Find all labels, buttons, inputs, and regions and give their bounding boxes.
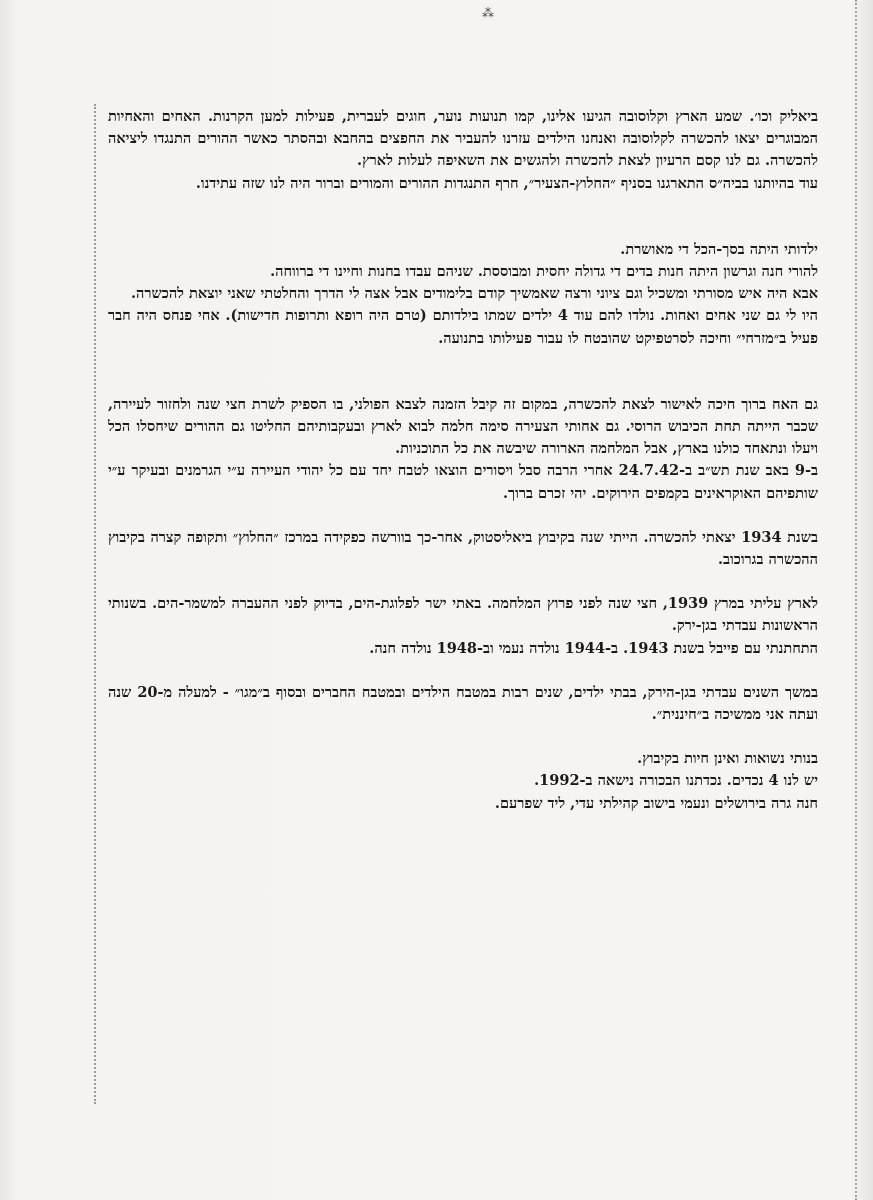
spacer <box>108 660 818 682</box>
paragraph-grandchildren: יש לנו 4 נכדים. נכדתנו הבכורה נישאה ב-1992. <box>534 772 818 790</box>
paragraph-residence: חנה גרה בירושלים ונעמי בישוב קהילתי עדי, ליד שפרעם. <box>494 794 818 812</box>
paragraph-childhood: ילדותי היתה בסך-הכל די מאושרת. <box>620 240 818 258</box>
paragraph-memorial: ב-9 באב שנת תש״ב ב-24.7.42 אחרי הרבה סבל ויסורים הוצאו לטבח יחד עם כל יהודי העיירה ע״י הגרמנים ובעיקר ע״י שותפיהם האוקראינים בקמפים הירוקים. יהי זכרם ברוך. <box>108 462 818 502</box>
paragraph-aliyah-1939: לארץ עליתי במרץ 1939, חצי שנה לפני פרוץ המלחמה. באתי ישר לפלוגת-הים, בדיוק לפני ההעברה למשמר-הים. בשנותי הראשונות עבדתי בגן-ירק. <box>108 595 818 635</box>
spacer <box>108 217 818 239</box>
spacer <box>108 195 818 217</box>
spacer <box>108 571 818 593</box>
left-dotted-border <box>94 104 96 1104</box>
corner-mark-icon: ⁂ <box>482 6 494 20</box>
paragraph-hachshara-1934: בשנת 1934 יצאתי להכשרה. הייתי שנה בקיבוץ ביאליסטוק, אחר-כך בוורשה כפקידה במרכז ״החלוץ״ ותקופה קצרה בקיבוץ ההכשרה בגרוכוב. <box>108 528 818 569</box>
paragraph-marriage: התחתנתי עם פייבל בשנת 1943. ב-1944 נולדה נעמי וב-1948 נולדה חנה. <box>369 639 818 657</box>
right-dotted-border <box>855 0 857 1200</box>
spacer <box>108 505 818 527</box>
paragraph-father: אבא היה איש מסורתי ומשכיל וגם ציוני ורצה שאמשיך קודם בלימודים אבל אצה לי הדרך והחלטתי שאני יוצאת להכשרה. <box>130 285 818 303</box>
paragraph-parents-shop: להורי חנה וגרשון היתה חנות בדים די גדולה יחסית ומבוססת. שניהם עבדו בחנות וחיינו די ברווחה. <box>270 263 818 281</box>
spacer <box>108 372 818 394</box>
spacer <box>108 726 818 748</box>
document-text <box>108 106 818 815</box>
paragraph-hechalutz: עוד בהיותנו בביה״ס התארגנו בסניף ״החלוץ-הצעיר״, חרף התנגדות ההורים והמורים וברור היה לנו שזה עתידנו. <box>195 174 818 192</box>
paragraph-brother-baruch: גם האח ברוך חיכה לאישור לצאת להכשרה, במקום זה קיבל הזמנה לצבא הפולני, בו הספיק לשרת חצי שנה ולחזור לעיירה, שכבר הייתה תחת הכיבוש הרוסי. גם אחותי הצעירה סימה חלמה לבוא לארץ ובעקבותיהם החליטו גם ההורים שיחסלו הכל ויעלו ונתאחד כולנו בארץ, אבל המלחמה הארורה שיבשה את כל התוכניות. <box>108 395 818 458</box>
paragraph-zionist-youth: ביאליק וכו׳. שמע הארץ וקלוסובה הגיעו אלינו, קמו תנועות נוער, חוגים לעברית, פעילות למען הקרנות. האחים והאחיות המבוגרים יצאו להכשרה לקלוסובה ואנחנו הילדים עזרנו להעביר את החפצים בהחבא ובהסתר כאשר ההורים התנגדו ליציאה להכשרה. גם לנו קסם הרעיון לצאת להכשרה ולהגשים את השאיפה לעלות לארץ. <box>108 108 818 170</box>
spacer <box>108 350 818 372</box>
paragraph-work: במשך השנים עבדתי בגן-הירק, בבתי ילדים, שנים רבות במטבח הילדים ובמטבח החברים ובסוף ב״מגו״ - למעלה מ-20 שנה ועתה אני ממשיכה ב״חיננית״. <box>108 683 818 724</box>
paragraph-siblings: היו לי גם שני אחים ואחות. נולדו להם עוד 4 ילדים שמתו בילדותם (טרם היה רופא ותרופות חדישות). אחי פנחס היה חבר פעיל ב״מזרחי״ וחיכה לסרטפיקט שהובטח לו עבור פעילותו בתנועה. <box>108 307 819 347</box>
paragraph-daughters: בנותי נשואות ואינן חיות בקיבוץ. <box>637 750 818 768</box>
